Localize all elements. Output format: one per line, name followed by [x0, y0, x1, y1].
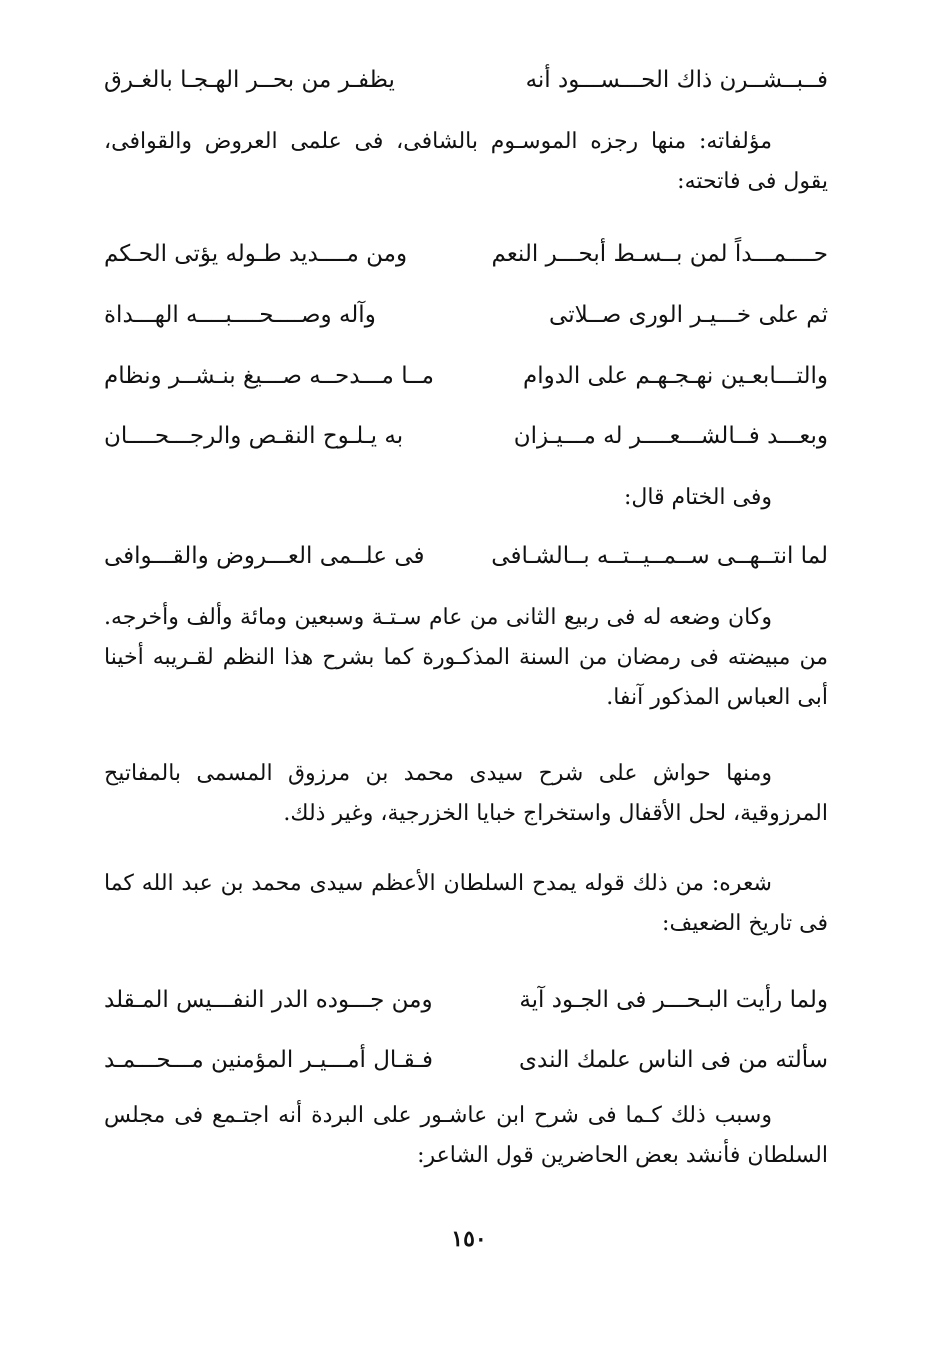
verse-hemistich-second: به يـلـوح النقـص والرجـــحــــان	[104, 423, 404, 449]
verse-hemistich-second: فـقـال أمـــيـر المؤمنين مـــحـــمـد	[104, 1047, 434, 1073]
verse-hemistich-first: فــبــشــرن ذاك الحـــســـود أنه	[525, 67, 828, 93]
paragraph: وكان وضعه له فى ربيع الثانى من عام سـتـة وسبعين ومائة وألف وأخرجه. من مبيضته فى رمضان من السنة المذكـورة كما بشرح هذا النظم لقـريبه أخينا أبى العباس المذكور آنفا.	[104, 605, 828, 710]
verse-hemistich-first: لما انتــهــى ســمــيــتــه بــالشـافى	[491, 543, 828, 569]
verse-line	[104, 1042, 828, 1078]
verse-hemistich-second: ومن مــــديد طـوله يؤتى الحـكم	[104, 241, 408, 267]
verse-hemistich-first: وبعـــد فــالشـــعــــر له مـــيـزان	[513, 423, 828, 449]
paragraph: ومنها حواش على شرح سيدى محمد بن مرزوق المسمى بالمفاتيح المرزوقية، لحل الأقفال واستخراج خبايا الخزرجية، وغير ذلك.	[104, 761, 828, 826]
verse-hemistich-second: وآله وصــــحــــبــــه الهـــداة	[104, 302, 376, 328]
verse-hemistich-first: ولما رأيت البـحـــر فى الجـود آية	[519, 987, 828, 1013]
verse-hemistich-second: فى علــمى العـــروض والقـــوافى	[104, 543, 425, 569]
verse-hemistich-first: ثم على خـــيـر الورى صــلاتى	[549, 302, 828, 328]
verse-line	[104, 358, 828, 394]
paragraph: مؤلفاته: منها رجزه الموسـوم بالشافى، فى علمى العروض والقوافى، يقول فى فاتحته:	[104, 129, 828, 194]
verse-line	[104, 297, 828, 333]
paragraph: وفى الختام قال:	[623, 485, 772, 510]
verse-line	[104, 538, 828, 574]
verse-hemistich-second: يظفـر من بحــر الهـجـا بالغـرق	[104, 67, 395, 93]
verse-hemistich-first: والتـــابعـين نهـجـهـم على الدوام	[523, 363, 828, 389]
verse-hemistich-first: سألته من فى الناس علمك الندى	[519, 1047, 828, 1073]
page-number: ١٥٠	[451, 1226, 487, 1252]
verse-line	[104, 236, 828, 272]
verse-line	[104, 982, 828, 1018]
verse-hemistich-first: حــــمـــداً لمن بــسـط أبحـــر النعم	[491, 241, 828, 267]
paragraph: وسبب ذلك كـما فى شرح ابن عاشـور على البردة أنه اجتـمع فى مجلس السلطان فأنشد بعض الحاضرين قول الشاعر:	[104, 1103, 828, 1168]
verse-line	[104, 62, 828, 98]
verse-hemistich-second: ومن جـــوده الدر النفـــيس المـقلد	[104, 987, 433, 1013]
verse-hemistich-second: مــا مـــدحــه صـــيغ بنـشــر ونظام	[104, 363, 434, 389]
paragraph: شعره: من ذلك قوله يمدح السلطان الأعظم سيدى محمد بن عبد الله كما فى تاريخ الضعيف:	[104, 871, 828, 936]
verse-line	[104, 418, 828, 454]
